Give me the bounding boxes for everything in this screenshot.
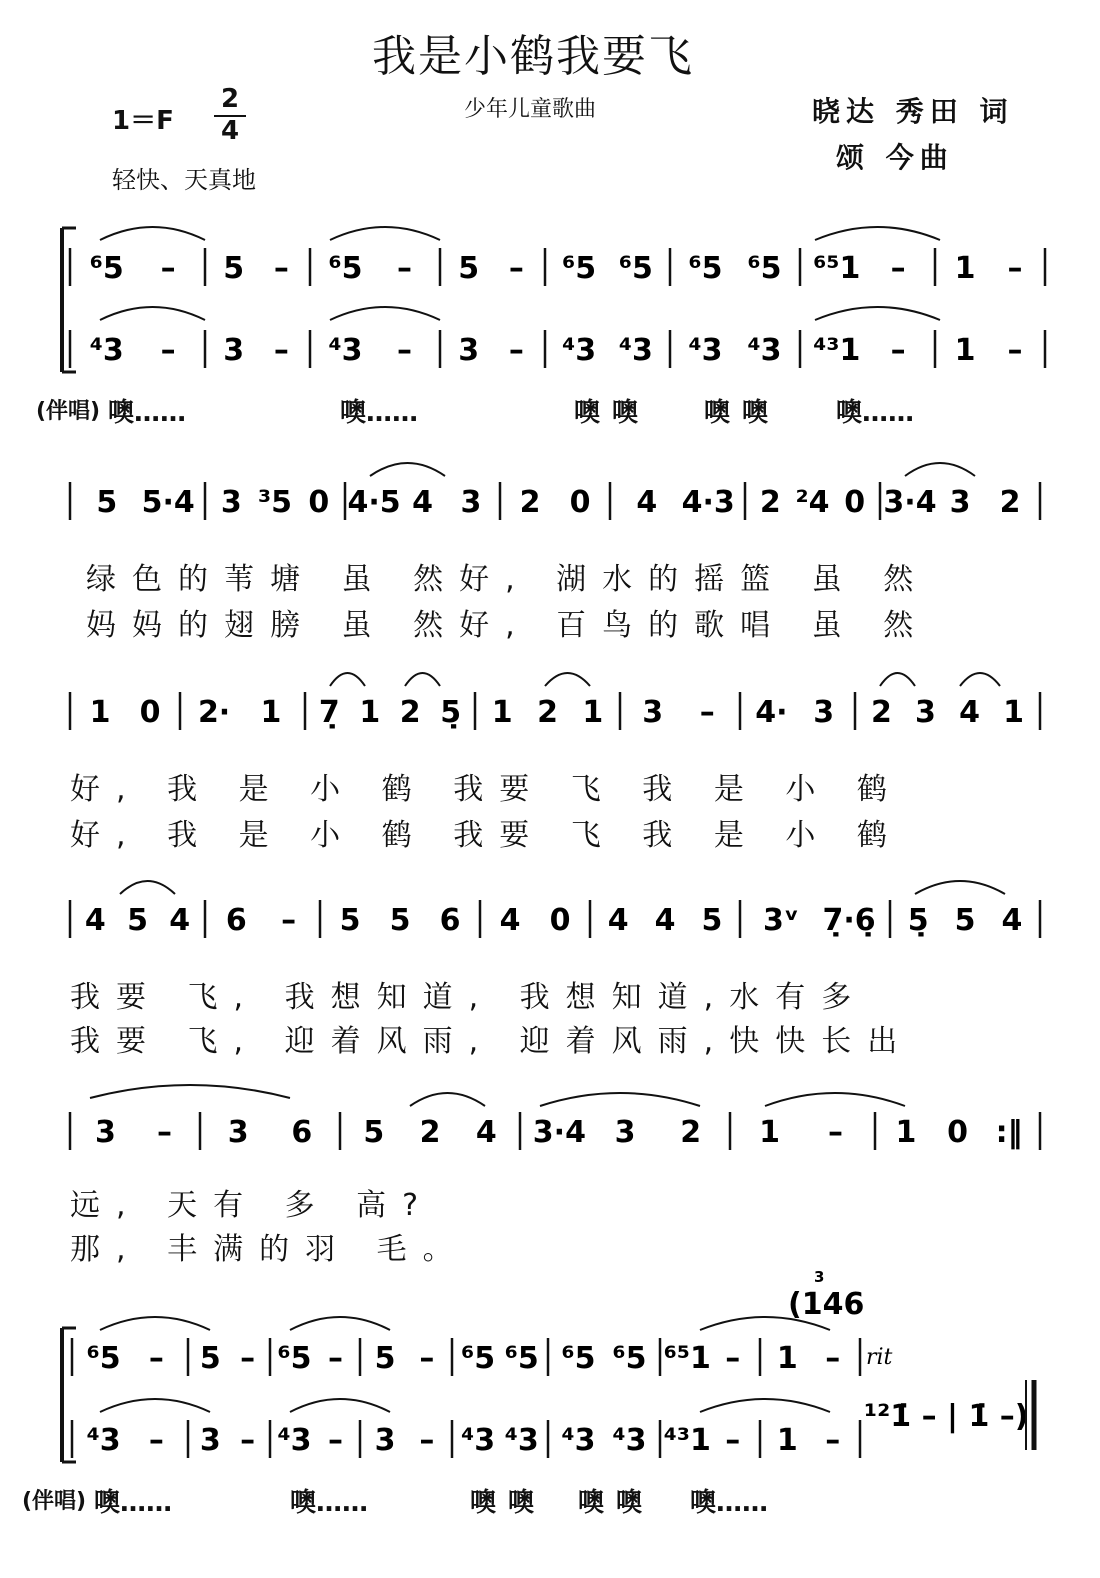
lyrics-line1-verse1: 绿色的苇塘 虽 然好, 湖水的摇篮 虽 然	[86, 562, 930, 597]
melody-line-3-note: 4	[84, 903, 106, 938]
melody-line-2-note: 1	[260, 695, 282, 730]
melody-line-2-note: 1	[89, 695, 111, 730]
melody-line-4-note: 2	[419, 1115, 441, 1150]
melody-line-4-note: 3·4	[532, 1115, 586, 1150]
outro-upper-note: ⁶5	[86, 1341, 121, 1376]
melody-line-1-note: 4·3	[681, 485, 735, 520]
melody-line-1-note: 3	[460, 485, 482, 520]
melody-slur	[410, 1093, 485, 1106]
intro-upper-note: ⁶⁵1	[813, 251, 861, 286]
melody-line-1-note: 5	[96, 485, 118, 520]
intro-lower-note: –	[160, 333, 176, 368]
melody-line-3-note: 5	[127, 903, 148, 938]
melody-line-2-note: 3	[642, 695, 664, 730]
outro-vocal-1: 噢……	[94, 1488, 173, 1518]
melody-line-3-note: 5̣	[907, 903, 929, 938]
melody-line-4-note: 3	[227, 1115, 249, 1150]
melody-slur	[915, 881, 1005, 894]
outro-upper-note: –	[327, 1341, 343, 1376]
outro-lower-note: 3	[199, 1423, 221, 1458]
melody-line-3-note: 7̣·6̣	[822, 903, 876, 938]
melody-line-4-note: –	[827, 1115, 843, 1150]
melody-line-3-note: –	[281, 903, 297, 938]
song-title: 我是小鹤我要飞	[372, 31, 694, 82]
intro-lower-note: ⁴3	[328, 333, 363, 368]
melody-slur	[880, 673, 915, 686]
outro-upper-note: 5	[374, 1341, 396, 1376]
melody-line-4-note: 0	[947, 1115, 968, 1150]
melody-line-2-note: 7̣	[318, 695, 340, 730]
melody-line-2-note: 1	[582, 695, 604, 730]
intro-slur	[100, 227, 205, 240]
outro-slur	[290, 1399, 390, 1412]
melody-line-3-note: 4	[169, 903, 191, 938]
melody-line-2-note: 5̣	[440, 695, 462, 730]
melody-slur	[90, 1085, 290, 1098]
intro-upper-note: 1	[954, 251, 976, 286]
melody-line-2-note: –	[699, 695, 715, 730]
intro-lower-note: –	[508, 333, 524, 368]
melody-line-3-note: 4	[607, 903, 629, 938]
intro-lower-note: ⁴3	[562, 333, 597, 368]
intro-lower-note: 1	[954, 333, 976, 368]
melody-line-2-note: 4	[959, 695, 980, 730]
outro-lower-note: 3	[374, 1423, 396, 1458]
intro-vocal-5: 噢……	[836, 398, 915, 428]
intro-lower-note: –	[1007, 333, 1023, 368]
tempo-marking: 轻快、天真地	[112, 166, 256, 194]
intro-upper-note: ⁶5	[328, 251, 363, 286]
intro-slur	[330, 307, 440, 320]
melody-line-3-note: 3ᵛ	[762, 903, 799, 938]
outro-lower-note: ⁴3	[461, 1423, 496, 1458]
melody-line-1-note: 2	[759, 485, 781, 520]
melody-slur	[545, 673, 590, 686]
intro-lower-note: ⁴3	[747, 333, 782, 368]
melody-line-1-note: 0	[569, 485, 591, 520]
outro-vocal-2: 噢……	[290, 1488, 369, 1518]
outro-upper-note: ⁶5	[612, 1341, 647, 1376]
intro-lower-note: ⁴3	[618, 333, 653, 368]
melody-line-2-note: 3	[813, 695, 835, 730]
melody-slur	[120, 881, 175, 894]
melody-line-4-note: 1	[895, 1115, 917, 1150]
intro-upper-note: ⁶5	[688, 251, 723, 286]
melody-line-2-note: 2	[399, 695, 421, 730]
melody-line-1-note: 2	[999, 485, 1021, 520]
intro-vocal-4: 噢噢	[704, 398, 781, 428]
melody-line-1-note: 4·5	[347, 485, 401, 520]
lyricist-credit: 晓达 秀田 词	[812, 95, 1014, 128]
melody-line-3-note: 5	[339, 903, 361, 938]
melody-line-1-note: ³5	[257, 485, 293, 520]
melody-line-1-note: 0	[308, 485, 330, 520]
intro-lower-note: –	[397, 333, 413, 368]
melody-line-3-note: 5	[389, 903, 411, 938]
intro-lower-note: –	[273, 333, 289, 368]
time-signature-bottom: 4	[221, 116, 240, 146]
melody-slur	[405, 673, 440, 686]
melody-line-3-note: 5	[954, 903, 976, 938]
outro-lower-note: ⁴3	[612, 1423, 647, 1458]
intro-slur	[100, 307, 205, 320]
outro-lower-note: ⁴3	[277, 1423, 312, 1458]
intro-vocal-1: 噢……	[108, 398, 187, 428]
melody-line-3-note: 4	[499, 903, 521, 938]
intro-upper-note: 5	[223, 251, 245, 286]
intro-upper-note: –	[397, 251, 413, 286]
outro-vocal-label: (伴唱)	[22, 1489, 87, 1514]
melody-line-2-note: 1	[491, 695, 513, 730]
intro-upper-note: 5	[458, 251, 480, 286]
key-signature: 1＝F	[112, 106, 174, 136]
intro-upper-note: ⁶5	[89, 251, 124, 286]
melody-line-1-note: 4	[412, 485, 433, 520]
melody-slur	[370, 463, 445, 476]
outro-upper-note: ⁶5	[561, 1341, 596, 1376]
outro-upper-note: ⁶5	[277, 1341, 312, 1376]
melody-line-1-note: 2	[519, 485, 541, 520]
melody-line-1-note: 3·4	[883, 485, 937, 520]
melody-line-2-note: 3	[915, 695, 936, 730]
melody-line-2-note: 4·	[755, 695, 788, 730]
intro-vocal-3: 噢噢	[574, 398, 651, 428]
outro-upper-note: –	[148, 1341, 164, 1376]
intro-slur	[815, 307, 940, 320]
song-subtitle: 少年儿童歌曲	[464, 97, 597, 122]
melody-line-3-note: 5	[701, 903, 723, 938]
melody-line-4-note: 2	[680, 1115, 702, 1150]
outro-lower-note: ⁴³1	[663, 1423, 711, 1458]
coda-notes: ¹²1̇ – | 1̇ –)	[864, 1399, 1029, 1434]
outro-slur	[290, 1317, 390, 1330]
outro-upper-note: ⁶⁵1	[663, 1341, 711, 1376]
intro-slur	[815, 227, 940, 240]
intro-slur	[330, 227, 440, 240]
melody-line-4-note: 6	[291, 1115, 313, 1150]
intro-upper-note: ⁶5	[618, 251, 653, 286]
melody-line-4-note: 4	[475, 1115, 497, 1150]
outro-upper-note: ⁶5	[504, 1341, 539, 1376]
outro-upper-note: ⁶5	[461, 1341, 496, 1376]
outro-lower-note: –	[148, 1423, 164, 1458]
melody-line-1-note: 0	[844, 485, 866, 520]
intro-lower-note: ⁴3	[89, 333, 124, 368]
intro-lower-note: 3	[458, 333, 480, 368]
triplet-label: 3	[814, 1268, 825, 1286]
triplet-notes: (146	[788, 1287, 865, 1322]
outro-slur	[700, 1399, 830, 1412]
intro-vocal-label: (伴唱)	[36, 399, 101, 424]
outro-lower-note: ⁴3	[561, 1423, 596, 1458]
outro-upper-note: –	[419, 1341, 435, 1376]
melody-line-2-note: 2	[870, 695, 892, 730]
composer-credit: 颂 今曲	[836, 141, 954, 174]
melody-line-4-note: –	[157, 1115, 173, 1150]
melody-line-3-note: 6	[439, 903, 461, 938]
melody-line-3-note: 0	[549, 903, 571, 938]
time-signature-top: 2	[221, 84, 240, 114]
melody-slur	[960, 673, 1000, 686]
melody-slur	[905, 463, 975, 476]
melody-line-1-note: 4	[636, 485, 658, 520]
outro-slur	[100, 1317, 210, 1330]
lyrics-line4-verse2: 那, 丰满的羽 毛。	[70, 1232, 469, 1267]
outro-lower-note: –	[240, 1423, 256, 1458]
outro-lower-note: –	[419, 1423, 435, 1458]
outro-lower-note: –	[327, 1423, 343, 1458]
outro-upper-note: –	[825, 1341, 841, 1376]
melody-slur	[540, 1093, 700, 1106]
intro-upper-note: –	[508, 251, 524, 286]
lyrics-line1-verse2: 妈妈的翅膀 虽 然好, 百鸟的歌唱 虽 然	[86, 608, 930, 643]
intro-vocal-2: 噢……	[340, 398, 419, 428]
melody-line-2-note: 2	[537, 695, 558, 730]
outro-lower-note: ⁴3	[86, 1423, 121, 1458]
melody-line-3-note: 4	[1001, 903, 1023, 938]
outro-upper-note: –	[725, 1341, 741, 1376]
lyrics-line3-verse1: 我要 飞, 我想知道, 我想知道,水有多	[70, 980, 868, 1015]
intro-upper-note: ⁶5	[747, 251, 782, 286]
intro-lower-note: ⁴3	[688, 333, 723, 368]
intro-upper-note: –	[1007, 251, 1023, 286]
melody-line-1-note: 3	[949, 485, 971, 520]
melody-line-1-note: 5·4	[141, 485, 195, 520]
outro-lower-note: ⁴3	[504, 1423, 539, 1458]
melody-slur	[765, 1093, 905, 1106]
intro-upper-note: –	[160, 251, 176, 286]
outro-lower-note: –	[825, 1423, 841, 1458]
melody-line-4-note: 3	[95, 1115, 116, 1150]
outro-vocal-3: 噢噢	[470, 1488, 547, 1518]
lyrics-line2-verse2: 好, 我 是 小 鹤 我要 飞 我 是 小 鹤	[70, 818, 903, 853]
outro-vocal-5: 噢……	[690, 1488, 769, 1518]
outro-lower-note: 1	[776, 1423, 798, 1458]
melody-line-3-note: 4	[654, 903, 676, 938]
intro-lower-note: 3	[223, 333, 245, 368]
melody-line-1-note: 3	[220, 485, 242, 520]
melody-line-2-note: 2·	[197, 695, 231, 730]
outro-upper-note: –	[240, 1341, 256, 1376]
melody-line-4-note: :‖	[995, 1115, 1023, 1150]
melody-line-3-note: 6	[225, 903, 247, 938]
intro-upper-note: ⁶5	[562, 251, 597, 286]
melody-line-4-note: 1	[759, 1115, 780, 1150]
intro-lower-note: ⁴³1	[813, 333, 861, 368]
melody-slur	[330, 673, 365, 686]
melody-line-2-note: 0	[139, 695, 161, 730]
melody-line-2-note: 1	[1003, 695, 1025, 730]
outro-upper-note: 5	[199, 1341, 221, 1376]
outro-slur	[100, 1399, 210, 1412]
outro-vocal-4: 噢噢	[578, 1488, 655, 1518]
melody-line-4-note: 3	[614, 1115, 636, 1150]
rit-marking: rit	[866, 1345, 893, 1370]
intro-upper-note: –	[890, 251, 906, 286]
outro-upper-note: 1	[776, 1341, 798, 1376]
lyrics-line4-verse1: 远, 天有 多 高?	[70, 1188, 435, 1223]
melody-line-4-note: 5	[363, 1115, 385, 1150]
intro-lower-note: –	[890, 333, 906, 368]
melody-line-1-note: ²4	[795, 485, 830, 520]
melody-line-2-note: 1	[359, 695, 381, 730]
lyrics-line3-verse2: 我要 飞, 迎着风雨, 迎着风雨,快快长出	[70, 1024, 914, 1059]
outro-lower-note: –	[725, 1423, 741, 1458]
lyrics-line2-verse1: 好, 我 是 小 鹤 我要 飞 我 是 小 鹤	[70, 772, 903, 807]
intro-upper-note: –	[273, 251, 289, 286]
